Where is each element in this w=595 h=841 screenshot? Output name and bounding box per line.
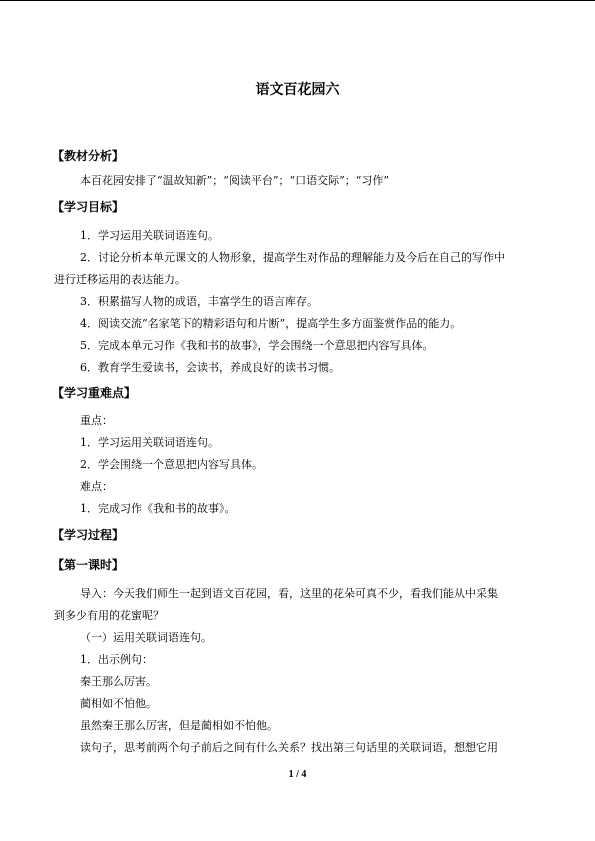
paragraph-line: 虽然秦王那么厉害，但是蔺相如不怕他。 <box>80 719 278 732</box>
paragraph-line: 秦王那么厉害。 <box>80 675 157 688</box>
section-heading-keypoints: 【学习重难点】 <box>52 386 137 400</box>
page-title: 语文百花园六 <box>255 82 340 98</box>
top-rule <box>0 0 595 1</box>
paragraph-line: 读句子，思考前两个句子前后之间有什么关系？找出第三句话里的关联词语，想想它用 <box>80 741 498 754</box>
section-heading-process: 【学习过程】 <box>52 528 125 542</box>
paragraph-line: 导入：今天我们师生一起到语文百花园，看，这里的花朵可真不少，看我们能从中采集 <box>80 587 498 600</box>
page-number: 1 / 4 <box>288 769 307 780</box>
list-item: 1．学习运用关联词语连句。 <box>80 229 219 242</box>
section-heading-lesson1: 【第一课时】 <box>52 558 125 572</box>
analysis-text: 本百花园安排了“温故知新”；“阅读平台”；“口语交际”；“习作” <box>80 174 389 187</box>
list-item: 1．学习运用关联词语连句。 <box>80 436 219 449</box>
section-heading-goals: 【学习目标】 <box>52 200 125 214</box>
list-item: 5．完成本单元习作《我和书的故事》，学会围绕一个意思把内容写具体。 <box>80 339 434 352</box>
section-heading-analysis: 【教材分析】 <box>52 149 125 163</box>
list-item: 3．积累描写人物的成语，丰富学生的语言库存。 <box>80 295 318 308</box>
keypoint-label: 重点： <box>80 414 113 427</box>
paragraph-line: 蔺相如不怕他。 <box>80 697 157 710</box>
list-item: 进行迁移运用的表达能力。 <box>54 273 186 286</box>
list-item: 6．教育学生爱读书，会读书，养成良好的读书习惯。 <box>80 361 340 374</box>
paragraph-line: 1．出示例句： <box>80 653 153 666</box>
list-item: 1．完成习作《我和书的故事》。 <box>80 502 236 515</box>
list-item: 2．讨论分析本单元课文的人物形象，提高学生对作品的理解能力及今后在自己的写作中 <box>80 251 505 264</box>
list-item: 2．学会围绕一个意思把内容写具体。 <box>80 458 263 471</box>
paragraph-line: 到多少有用的花蜜呢？ <box>54 609 164 622</box>
keypoint-label: 难点： <box>80 480 113 493</box>
list-item: 4．阅读交流“名家笔下的精彩语句和片断”，提高学生多方面鉴赏作品的能力。 <box>80 317 462 330</box>
paragraph-line: （一）运用关联词语连句。 <box>80 631 212 644</box>
